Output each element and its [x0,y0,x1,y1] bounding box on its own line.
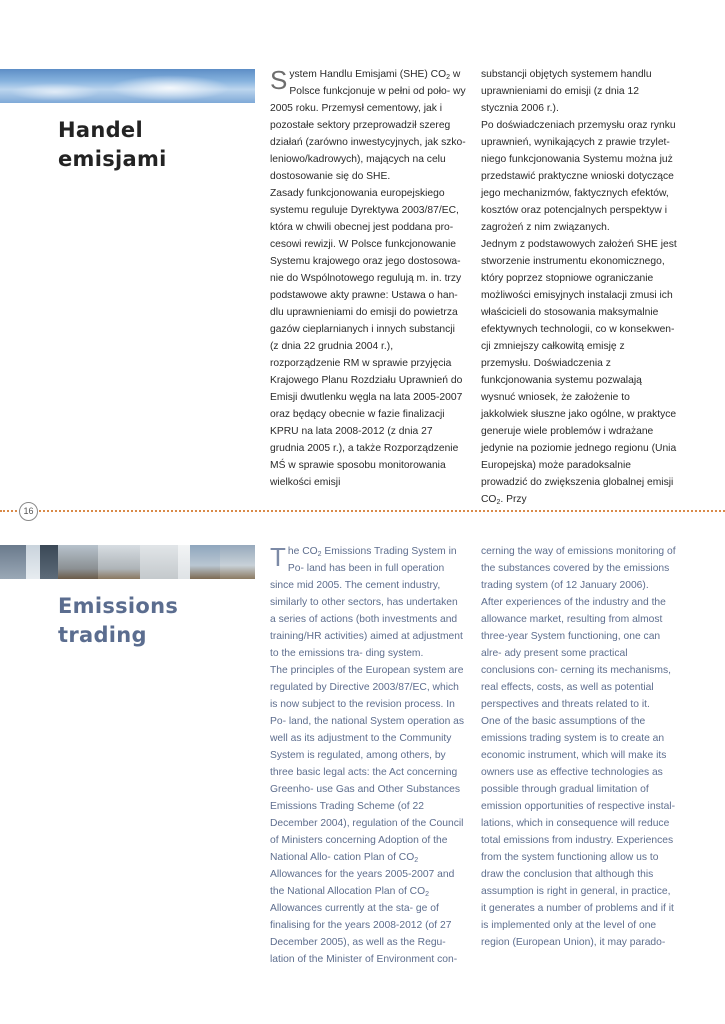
english-column-2 [481,543,677,951]
paragraph: Po doświadczeniach przemysłu oraz rynku uprawnień, wynikających z prawie trzylet- niego funkcjonowania Systemu można już przedstawić praktyczne wnioski dotyczące jego mechanizmów, faktycznych efektów, kosztów oraz potencjalnych perspektyw i zagrożeń z nim związanych. [481,120,676,233]
title-line-2: trading [58,623,147,647]
drop-cap: S [270,65,288,95]
section-title-polish [58,116,167,174]
polish-column-1 [270,66,466,491]
page-divider [0,510,725,513]
paragraph: System Handlu Emisjami (SHE) $CO_2$ w Polsce funkcjonuje w pełni od poło- wy 2005 roku. Przemysł cementowy, jak i pozostałe sektory przeprowadził szereg działań (zarówno inwestycyjnych, jak szko- leniowo/kadrowych), mających na celu dostosowanie się do SHE. [270,65,466,182]
title-line-1: Handel [58,118,143,142]
paragraph: Zasady funkcjonowania europejskiego systemu reguluje Dyrektywa 2003/87/EC, która w chwili obecnej jest poddana pro- cesowi rewizji. W Polsce funkcjonowanie Systemu krajowego oraz jego dostosowa- nie do Wspólnotowego regulują m. in. trzy podstawowe akty prawne: Ustawa o han- dlu uprawnieniami do emisji do powietrza gazów cieplarnianych i innych substancji (z dnia 22 grudnia 2004 r.), rozporządzenie RM w sprawie przyjęcia Krajowego Planu Rozdziału Uprawnień do Emisji dwutlenku węgla na lata 2005-2007 oraz będący obecnie w fazie finalizacji KPRU na lata 2008-2012 (z dnia 27 grudnia 2005 r.), a także Rozporządzenie MŚ w sprawie sposobu monitorowania wielkości emisji [270,188,463,488]
sky-banner-image [0,69,255,103]
english-column-1 [270,543,466,968]
title-line-2: emisjami [58,147,167,171]
section-title-english [58,592,178,650]
paragraph: cerning the way of emissions monitoring of the substances covered by the emissions trading system (of 12 January 2006). [481,546,676,591]
paragraph: Jednym z podstawowych założeń SHE jest stworzenie instrumentu ekonomicznego, który poprzez stopniowe ograniczanie możliwości emisyjnych instalacji zmusi ich właścicieli do stosowania maksymalnie efektywnych technologii, co w konsekwen- cji zmniejszy całkowitą emisję z przemysłu. Doświadczenia z funkcjonowania systemu pozwalają wysnuć wniosek, że założenie to jakkolwiek słuszne jako ogólne, w praktyce generuje wiele problemów i wdrażane jedynie na poziomie jednego regionu (Unia Europejska) może paradoksalnie prowadzić do zwiększenia globalnej emisji $CO_2$. Przy [481,239,677,506]
paragraph: One of the basic assumptions of the emissions trading system is to create an economic instrument, which will make its owners use as effective technologies as possible through gradual limitation of emission opportunities of respective instal- lations, which in consequence will reduce total emissions from industry. Experiences from the system functioning allow us to draw the conclusion that although this assumption is right in general, in practice, it generates a number of problems and if it is implemented only at the level of one region (European Union), it may parado- [481,716,676,948]
title-line-1: Emissions [58,594,179,618]
drop-cap: T [270,542,286,572]
polish-column-2 [481,66,677,508]
building-banner-image [0,545,255,579]
paragraph: substancji objętych systemem handlu uprawnieniami do emisji (z dnia 12 stycznia 2006 r.). [481,69,652,114]
paragraph: The principles of the European system are regulated by Directive 2003/87/EC, which is now subject to the revision process. In Po- land, the national System operation as well as its adjustment to the Community System is regulated, among others, by three basic legal acts: the Act concerning Greenho- use Gas and Other Substances Emissions Trading Scheme (of 22 December 2004), regulation of the Council of Ministers concerning Adoption of the National Allo- cation Plan of $CO_2$ Allowances for the years 2005-2007 and the National Allocation Plan of $CO_2$ Allowances currently at the sta- ge of finalising for the years 2008-2012 (of 27 December 2005), as well as the Regu- lation of the Minister of Environment con- [270,665,465,965]
paragraph: The $CO_2$ Emissions Trading System in Po- land has been in full operation since mid 2005. The cement industry, similarly to other sectors, has undertaken a series of actions (both investments and training/HR activities) aimed at adjustment to the emissions tra- ding system. [270,542,463,659]
paragraph: After experiences of the industry and the allowance market, resulting from almost three-year System functioning, one can alre- ady present some practical conclusions con- cerning its mechanisms, real effects, costs, as well as potential perspectives and threats related to it. [481,597,671,710]
page-number: 16 [19,502,38,521]
